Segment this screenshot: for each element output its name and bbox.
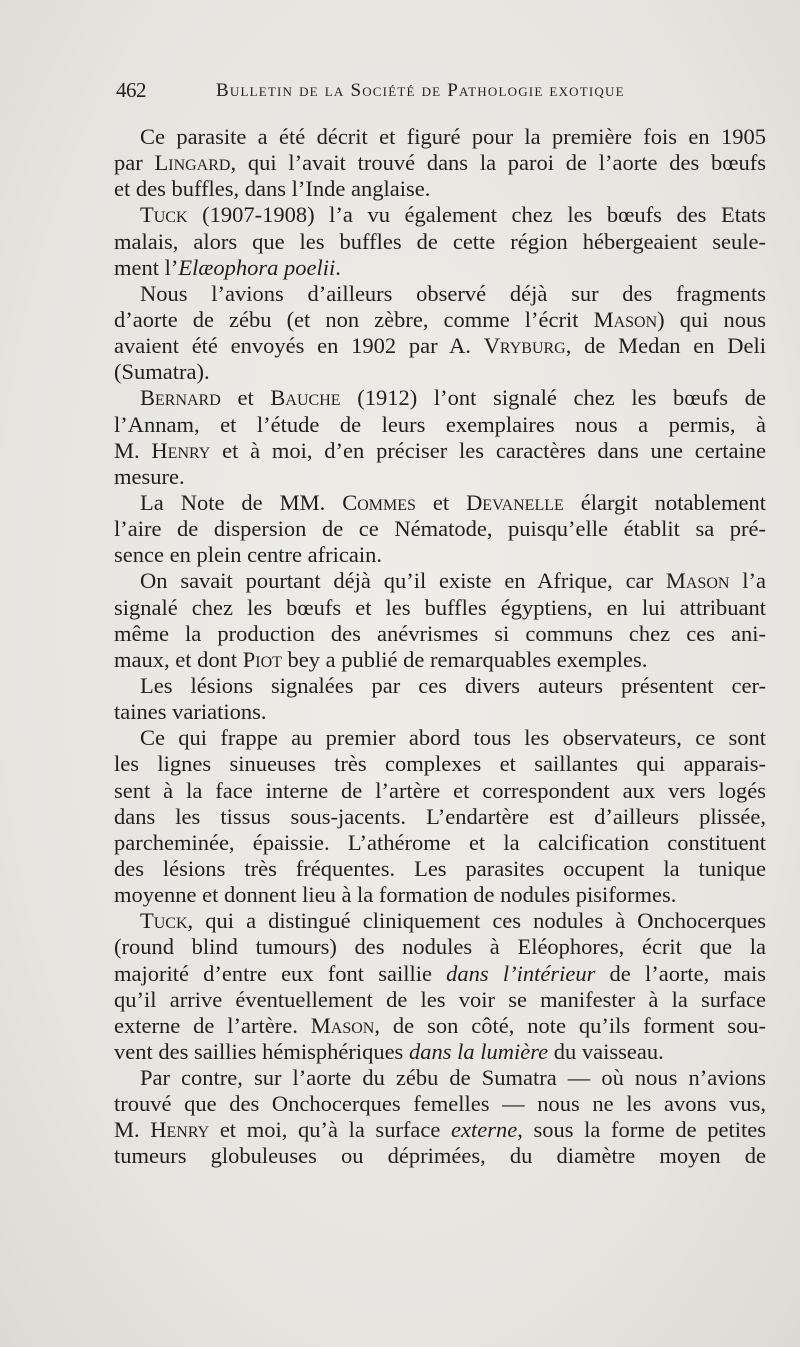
text-line	[114, 438, 766, 464]
text-run: bey a publié de remarquables exemples.	[281, 646, 648, 672]
text-line	[114, 804, 766, 830]
text-line	[114, 987, 766, 1013]
text-run: M.	[114, 1117, 151, 1143]
text-line	[114, 1065, 766, 1091]
text-run: maux, et dont	[114, 646, 243, 672]
text-line	[114, 856, 766, 882]
text-line	[114, 778, 766, 804]
text-run: , sous la forme de petites	[517, 1117, 766, 1143]
text-line	[114, 307, 766, 333]
text-run: On savait pourtant déjà qu’il existe en Afrique, car	[140, 568, 666, 594]
paragraph	[114, 908, 766, 1065]
text-run: malais, alors que les buffles de cette région hébergeaient seule-	[114, 228, 766, 254]
text-line	[114, 1117, 766, 1143]
text-line	[114, 385, 766, 411]
text-line	[114, 673, 766, 699]
text-run: Ce qui frappe au premier abord tous les observateurs, ce sont	[140, 725, 766, 751]
text-line	[114, 908, 766, 934]
paragraph	[114, 568, 766, 673]
text-run: avaient été envoyés en 1902 par A.	[114, 333, 484, 359]
author-name: Mason	[593, 306, 658, 332]
paragraph	[114, 124, 766, 202]
text-run: (1907-1908) l’a vu également chez les bœufs des Etats	[187, 202, 766, 228]
text-run: du vaisseau.	[548, 1038, 664, 1064]
text-line	[114, 699, 766, 725]
author-name: Henry	[151, 437, 211, 463]
text-line	[114, 281, 766, 307]
text-run: Ce parasite a été décrit et figuré pour la première fois en 1905	[140, 124, 766, 149]
text-run: et à moi, d’en préciser les caractères dans une certaine	[210, 437, 766, 463]
text-line	[114, 1013, 766, 1039]
author-name: Henry	[150, 1117, 210, 1143]
paragraph	[114, 281, 766, 386]
text-run: et	[415, 489, 467, 515]
author-name: Lingard	[154, 150, 231, 176]
text-run: parcheminée, épaissie. L’athérome et la calcification constituent	[114, 829, 766, 855]
text-run: de l’aorte, mais	[595, 960, 766, 986]
text-run: ) qui nous	[657, 306, 767, 332]
text-run: dans les tissus sous-jacents. L’endartère est d’ailleurs plissée,	[114, 803, 766, 829]
italic-text: externe	[451, 1117, 518, 1143]
text-line	[114, 568, 766, 594]
text-run: Par contre, sur l’aorte du zébu de Sumatra — où nous n’avions	[140, 1065, 766, 1091]
text-line	[114, 255, 766, 281]
paragraph	[114, 385, 766, 490]
text-run: trouvé que des Onchocerques femelles — nous ne les avons vus,	[114, 1091, 766, 1117]
text-run: d’aorte de zébu (et non zèbre, comme l’écrit	[114, 306, 594, 332]
text-line	[114, 202, 766, 228]
author-name: Piot	[242, 646, 282, 672]
text-run: (1912) l’ont signalé chez les bœufs de	[340, 385, 766, 411]
text-run: taines variations.	[114, 699, 267, 725]
text-line	[114, 1143, 766, 1169]
text-line	[114, 882, 766, 908]
text-run: majorité d’entre eux font saillie	[114, 960, 447, 986]
paragraph	[114, 490, 766, 568]
body-text	[114, 124, 766, 1170]
italic-text: dans la lumière	[408, 1038, 549, 1064]
italic-text: Elæophora poelii	[178, 254, 336, 280]
text-line	[114, 830, 766, 856]
text-run: l’aire de dispersion de ce Nématode, puisqu’elle établit sa pré-	[114, 516, 766, 542]
author-name: Commes	[342, 489, 416, 515]
page-number: 462	[116, 78, 146, 102]
author-name: Vryburg	[483, 333, 566, 359]
text-line	[114, 516, 766, 542]
paragraph	[114, 673, 766, 725]
text-run: mesure.	[114, 463, 185, 489]
text-line	[114, 229, 766, 255]
author-name: Mason	[665, 568, 730, 594]
text-line	[114, 751, 766, 777]
text-run: élargit notablement	[563, 489, 766, 515]
text-run: (round blind tumours) des nodules à Eléophores, écrit que la	[114, 934, 766, 960]
text-line	[114, 595, 766, 621]
text-run: et moi, qu’à la surface	[209, 1117, 452, 1143]
text-run: qu’il arrive éventuellement de les voir se manifester à la surface	[114, 986, 766, 1012]
text-run: l’a	[729, 568, 766, 594]
text-run: , de Medan en Deli	[565, 333, 766, 359]
text-run: même la production des anévrismes si communs chez ces ani-	[114, 620, 766, 646]
text-line	[114, 1039, 766, 1065]
text-line	[114, 412, 766, 438]
text-run: des lésions très fréquentes. Les parasites occupent la tunique	[114, 855, 766, 881]
text-run: l’Annam, et l’étude de leurs exemplaires nous a permis, à	[114, 411, 766, 437]
text-run: par	[114, 150, 155, 176]
text-line	[114, 725, 766, 751]
text-run: , qui l’avait trouvé dans la paroi de l’aorte des bœufs	[230, 150, 767, 176]
text-run: , de son côté, note qu’ils forment sou-	[374, 1012, 766, 1038]
paragraph	[114, 1065, 766, 1170]
text-run: et des buffles, dans l’Inde anglaise.	[114, 176, 431, 202]
text-run: La Note de MM.	[140, 489, 343, 515]
italic-text: dans l’intérieur	[446, 960, 596, 986]
text-run: (Sumatra).	[114, 359, 210, 385]
paragraph	[114, 202, 766, 280]
text-line	[114, 647, 766, 673]
text-run: , qui a distingué cliniquement ces nodules à Onchocerques	[187, 908, 766, 934]
running-title: Bulletin de la Société de Pathologie exotique	[216, 80, 625, 101]
text-run: ment l’	[114, 254, 179, 280]
text-run: sence en plein centre africain.	[114, 542, 382, 568]
text-line	[114, 464, 766, 490]
text-line	[114, 490, 766, 516]
author-name: Tuck	[140, 202, 188, 228]
text-line	[114, 176, 766, 202]
author-name: Tuck	[140, 908, 188, 934]
text-run: vent des saillies hémisphériques	[114, 1038, 409, 1064]
text-line	[114, 333, 766, 359]
paragraph	[114, 725, 766, 908]
text-run: signalé chez les bœufs et les buffles égyptiens, en lui attribuant	[114, 594, 766, 620]
author-name: Mason	[310, 1012, 375, 1038]
text-run: .	[335, 254, 341, 280]
text-line	[114, 1091, 766, 1117]
text-run: les lignes sinueuses très complexes et saillantes qui apparais-	[114, 751, 766, 777]
text-line	[114, 542, 766, 568]
author-name: Bauche	[270, 385, 341, 411]
text-run: Nous l’avions d’ailleurs observé déjà sur des fragments	[140, 280, 766, 306]
text-run: moyenne et donnent lieu à la formation de nodules pisiformes.	[114, 882, 677, 908]
author-name: Bernard	[140, 385, 221, 411]
text-line	[114, 961, 766, 987]
author-name: Devanelle	[466, 489, 564, 515]
text-run: et	[220, 385, 271, 411]
text-line	[114, 621, 766, 647]
text-line	[114, 359, 766, 385]
text-line	[114, 150, 766, 176]
text-run: externe de l’artère.	[114, 1012, 311, 1038]
text-run: sent à la face interne de l’artère et correspondent aux vers logés	[114, 777, 766, 803]
text-line	[114, 934, 766, 960]
text-run: Les lésions signalées par ces divers auteurs présentent cer-	[140, 672, 766, 698]
page-header	[116, 78, 686, 114]
text-line	[114, 124, 766, 150]
text-run: M.	[114, 437, 152, 463]
text-run: tumeurs globuleuses ou déprimées, du diamètre moyen de	[114, 1143, 766, 1169]
